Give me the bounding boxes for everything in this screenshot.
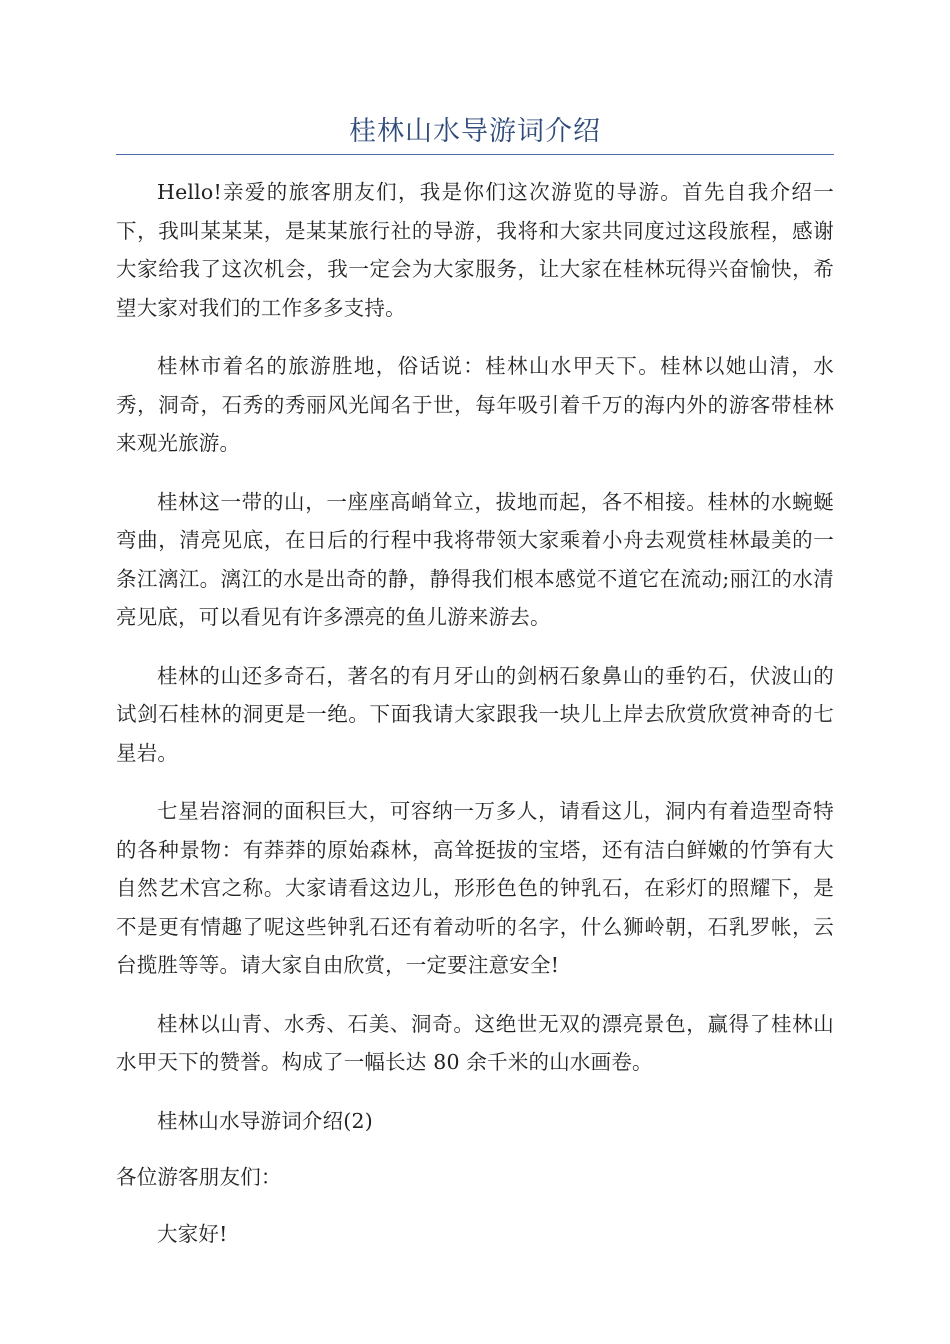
paragraph-seven-star-cave: 七星岩溶洞的面积巨大，可容纳一万多人，请看这儿，洞内有着造型奇特的各种景物：有莽莽的原始森林，高耸挺拔的宝塔，还有洁白鲜嫩的竹笋有大自然艺术宫之称。大家请看这边儿，形形色色的钟乳石，在彩灯的照耀下，是不是更有情趣了呢这些钟乳石还有着动听的名字，什么狮岭朝，石乳罗帐，云台揽胜等等。请大家自由欣赏，一定要注意安全!	[116, 799, 834, 977]
paragraph-hello: 大家好!	[157, 1221, 228, 1246]
document-body	[116, 173, 834, 1271]
paragraph-mountains-water: 桂林这一带的山，一座座高峭耸立，拔地而起，各不相接。桂林的水蜿蜒弯曲，清亮见底，在日后的行程中我将带领大家乘着小舟去观赏桂林最美的一条江漓江。漓江的水是出奇的静，静得我们根本感觉不道它在流动;丽江的水清亮见底，可以看见有许多漂亮的鱼儿游来游去。	[116, 489, 834, 629]
title-underline	[116, 154, 834, 155]
paragraph-guilin-city: 桂林市着名的旅游胜地，俗话说：桂林山水甲天下。桂林以她山清，水秀，洞奇，石秀的秀丽风光闻名于世，每年吸引着千万的海内外的游客带桂林来观光旅游。	[116, 354, 834, 455]
paragraph-intro: Hello!亲爱的旅客朋友们，我是你们这次游览的导游。首先自我介绍一下，我叫某某某，是某某旅行社的导游，我将和大家共同度过这段旅程，感谢大家给我了这次机会，我一定会为大家服务，让大家在桂林玩得兴奋愉快，希望大家对我们的工作多多支持。	[116, 180, 834, 320]
paragraph-summary: 桂林以山青、水秀、石美、洞奇。这绝世无双的漂亮景色，赢得了桂林山水甲天下的赞誉。构成了一幅长达 80 余千米的山水画卷。	[116, 1011, 834, 1074]
paragraph-section-heading: 桂林山水导游词介绍(2)	[157, 1108, 373, 1133]
document-title: 桂林山水导游词介绍	[349, 116, 601, 147]
paragraph-rocks: 桂林的山还多奇石，著名的有月牙山的剑柄石象鼻山的垂钓石，伏波山的试剑石桂林的洞更是一绝。下面我请大家跟我一块儿上岸去欣赏欣赏神奇的七星岩。	[116, 663, 834, 765]
paragraph-greeting: 各位游客朋友们：	[116, 1165, 282, 1189]
